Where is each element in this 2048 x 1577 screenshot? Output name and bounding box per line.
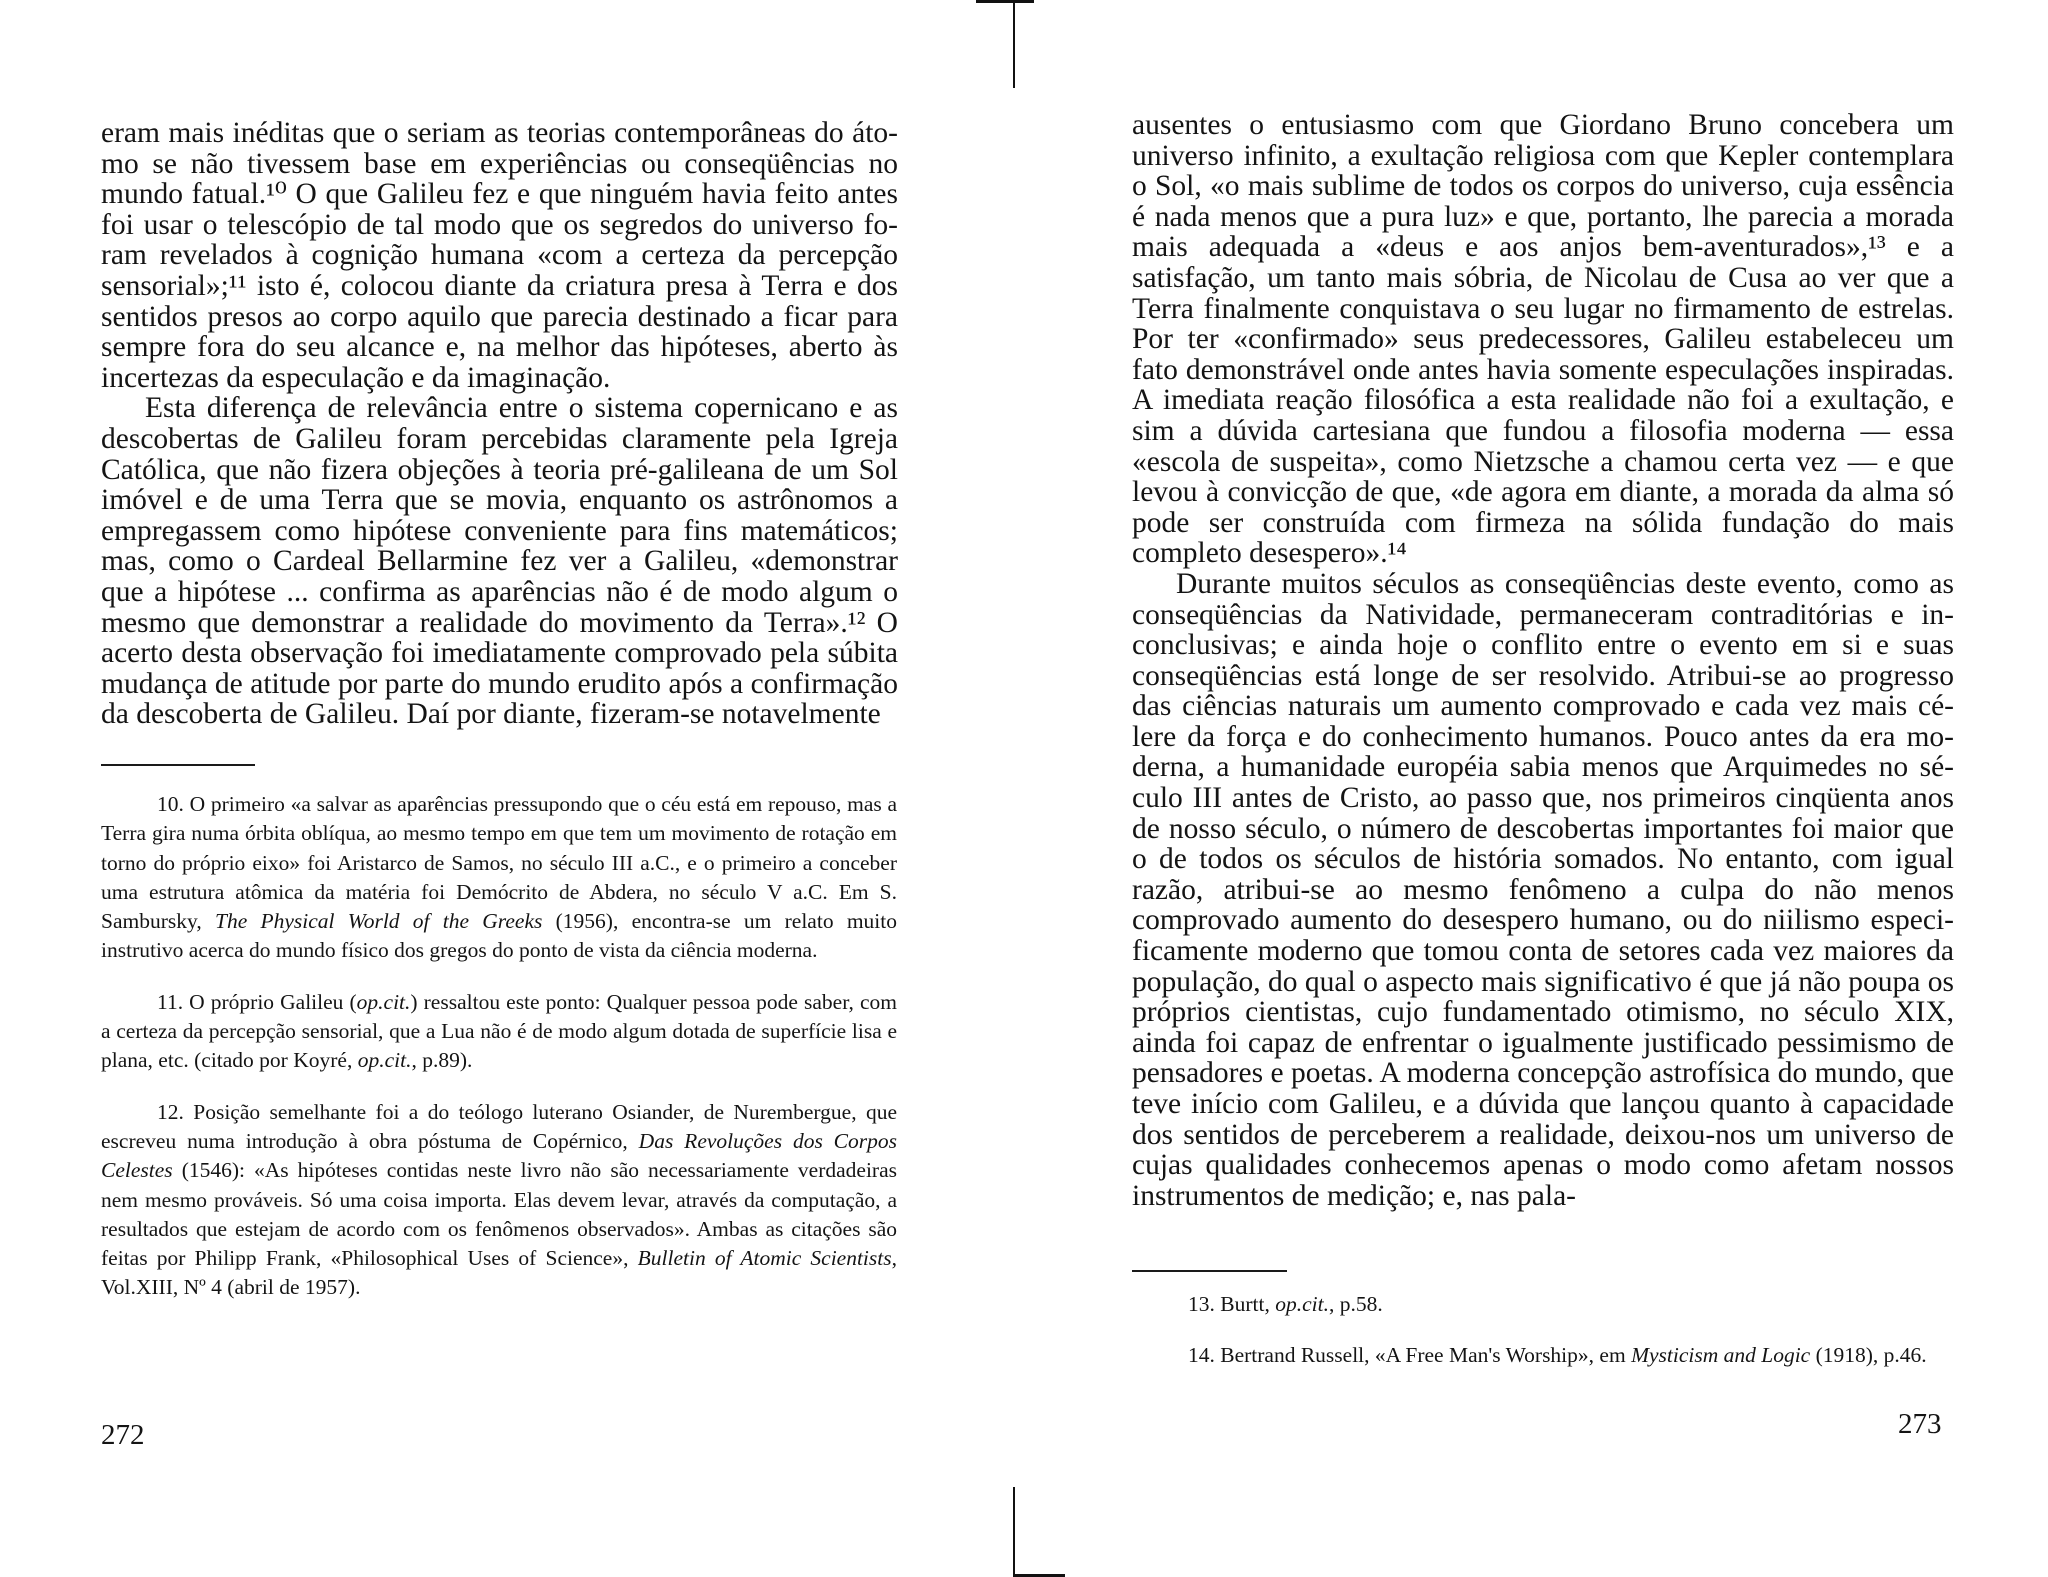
right-main-text xyxy=(1132,110,1954,1211)
footnote-11-text-b: ) ressaltou este ponto: Qualquer pessoa pode saber, com a certeza da percepção sensorial, que a Lua não é de modo algum dotada de superfície lisa e plana, etc. (citado por Koyré, xyxy=(101,989,897,1073)
footnote-12 xyxy=(101,1098,897,1303)
right-page xyxy=(1020,0,2048,1577)
crop-mark-bottom-vertical xyxy=(1013,1487,1015,1577)
footnote-14-text-a: 14. Bertrand Russell, «A Free Man's Worship», em xyxy=(1188,1343,1632,1368)
footnote-10-text-b: (1956), encontra-se um relato muito instrutivo acerca do mundo físico dos gregos do ponto de vista da ciência moderna. xyxy=(101,909,897,963)
footnote-14-text-b: (1918), p.46. xyxy=(1810,1343,1927,1368)
footnote-10 xyxy=(101,790,897,966)
left-paragraph-2: Esta diferença de relevância entre o sistema copernicano e as descobertas de Galileu foram percebidas claramente pela Igreja Católica, que não fizera objeções à teoria pré-galileana de um Sol imóvel e de uma Terra que se movia, enquanto os astrônomos a empregassem como hipótese conveniente para fins matemáticos; mas, como o Cardeal Bellarmine fez ver a Galileu, «demonstrar que a hipótese ... confirma as aparências não é de modo algum o mesmo que demonstrar a realidade do movimento da Terra».¹² O acerto desta observação foi imediatamente comprovado pela súbita mudança de atitude por parte do mundo erudito após a confirmação da descoberta de Galileu. Daí por diante, fizeram-se notavelmente xyxy=(101,392,898,731)
left-footnotes xyxy=(101,790,897,1325)
left-main-text xyxy=(101,118,898,730)
right-footnotes xyxy=(1132,1290,1954,1393)
footnote-14 xyxy=(1132,1341,1954,1370)
footnote-12-text-a: 12. Posição semelhante foi a do teólogo luterano Osiander, de Nurembergue, que escreveu numa introdução à obra póstuma de Copérnico, xyxy=(101,1099,897,1153)
left-paragraph-1: eram mais inéditas que o seriam as teorias contemporâneas do átomo se não tivessem base em experiências ou conseqüências no mundo fatual.¹⁰ O que Galileu fez e que ninguém havia feito antes foi usar o telescópio de tal modo que os segredos do universo foram revelados à cognição humana «com a certeza da percepção sensorial»;¹¹ isto é, colocou diante da criatura presa à Terra e dos sentidos presos ao corpo aquilo que parecia destinado a ficar para sempre fora do seu alcance e, na melhor das hipóteses, aberto às incertezas da especulação e da imaginação. xyxy=(101,117,898,394)
footnote-10-title: The Physical World of the Greeks xyxy=(214,909,543,934)
right-paragraph-2: Durante muitos séculos as conseqüências deste evento, como as conseqüências da Natividade, permaneceram contraditórias e inconclusivas; e ainda hoje o conflito entre o evento em si e suas conseqüências está longe de ser resolvido. Atribui-se ao progresso das ciências naturais um aumento comprovado e cada vez mais célere da força e do conhecimento humanos. Pouco antes da era moderna, a humanidade européia sabia menos que Arquimedes no século III antes de Cristo, ao passo que, nos primeiros cinqüenta anos de nosso século, o número de descobertas importantes foi maior que o de todos os séculos de história somados. No entanto, com igual razão, atribui-se ao mesmo fenômeno a culpa do não menos comprovado aumento do desespero humano, ou do niilismo especificamente moderno que tomou conta de setores cada vez maiores da população, do qual o aspecto mais significativo é que já não poupa os próprios cientistas, cujo fundamentado otimismo, no século XIX, ainda foi capaz de enfrentar o igualmente justificado pessimismo de pensadores e poetas. A moderna concepção astrofísica do mundo, que teve início com Galileu, e a dúvida que lançou quanto à capacidade dos sentidos de perceberem a realidade, deixou-nos um universo de cujas qualidades conhecemos apenas o modo como afetam nossos instrumentos de medição; e, nas pala- xyxy=(1132,567,1954,1212)
footnote-13 xyxy=(1132,1290,1954,1319)
right-paragraph-1: ausentes o entusiasmo com que Giordano Bruno concebera um universo infinito, a exultação religiosa com que Kepler contemplara o Sol, «o mais sublime de todos os corpos do universo, cuja essência é nada menos que a pura luz» e que, portanto, lhe parecia a morada mais adequada a «deus e aos anjos bem-aventurados»,¹³ e a satisfação, um tanto mais sóbria, de Nicolau de Cusa ao ver que a Terra finalmente conquistava o seu lugar no firmamento de estrelas. Por ter «confirmado» seus predecessores, Galileu estabeleceu um fato demonstrável onde antes havia somente especulações inspiradas. A imediata reação filosófica a esta realidade não foi a exultação, e sim a dúvida cartesiana que fundou a filosofia moderna — essa «escola de suspeita», como Nietzsche a chamou certa vez — e que levou à convicção de que, «de agora em diante, a morada da alma só pode ser construída com firmeza na sólida fundação do mais completo desespero».¹⁴ xyxy=(1132,109,1954,570)
footnote-11-text-a: 11. O próprio Galileu ( xyxy=(157,989,357,1014)
crop-mark-top-vertical xyxy=(1013,2,1015,88)
footnote-11-opcit-1: op.cit. xyxy=(356,989,411,1014)
right-footnote-rule xyxy=(1132,1270,1287,1272)
left-page xyxy=(0,0,1020,1577)
footnote-11-opcit-2: op.cit. xyxy=(357,1048,412,1073)
footnote-13-opcit: op.cit. xyxy=(1275,1292,1329,1316)
footnote-11-text-c: , p.89). xyxy=(411,1048,473,1073)
footnote-12-text-b: (1546): «As hipóteses contidas neste livro não são necessariamente verdadeiras nem mesmo prováveis. Só uma coisa importa. Elas devem levar, através da computação, a resultados que estejam de acordo com os fenômenos observados». Ambas as citações são feitas por Philipp Frank, «Philosophical Uses of Science», xyxy=(101,1158,897,1271)
page-number-right: 273 xyxy=(1898,1408,1942,1440)
footnote-12-text-c: , Vol.XIII, Nº 4 (abril de 1957). xyxy=(101,1246,897,1300)
crop-mark-top-horizontal xyxy=(976,0,1034,3)
footnote-12-journal: Bulletin of Atomic Scientists xyxy=(637,1246,892,1271)
footnote-14-title: Mysticism and Logic xyxy=(1631,1343,1811,1368)
page-number-left: 272 xyxy=(101,1419,145,1451)
footnote-12-title: Das Revoluções dos Corpos Celestes xyxy=(101,1128,898,1183)
footnote-13-text-b: , p.58. xyxy=(1328,1292,1383,1316)
left-footnote-rule xyxy=(101,764,255,766)
footnote-11 xyxy=(101,988,897,1076)
footnote-10-text-a: 10. O primeiro «a salvar as aparências pressupondo que o céu está em repouso, mas a Terra gira numa órbita oblíqua, ao mesmo tempo em que tem um movimento de rotação em torno do próprio eixo» foi Aristarco de Samos, no século III a.C., e o primeiro a conceber uma estrutura atômica da matéria foi Demócrito de Abdera, no século V a.C. Em S. Sambursky, xyxy=(101,792,897,934)
footnote-13-text-a: 13. Burtt, xyxy=(1188,1292,1276,1316)
